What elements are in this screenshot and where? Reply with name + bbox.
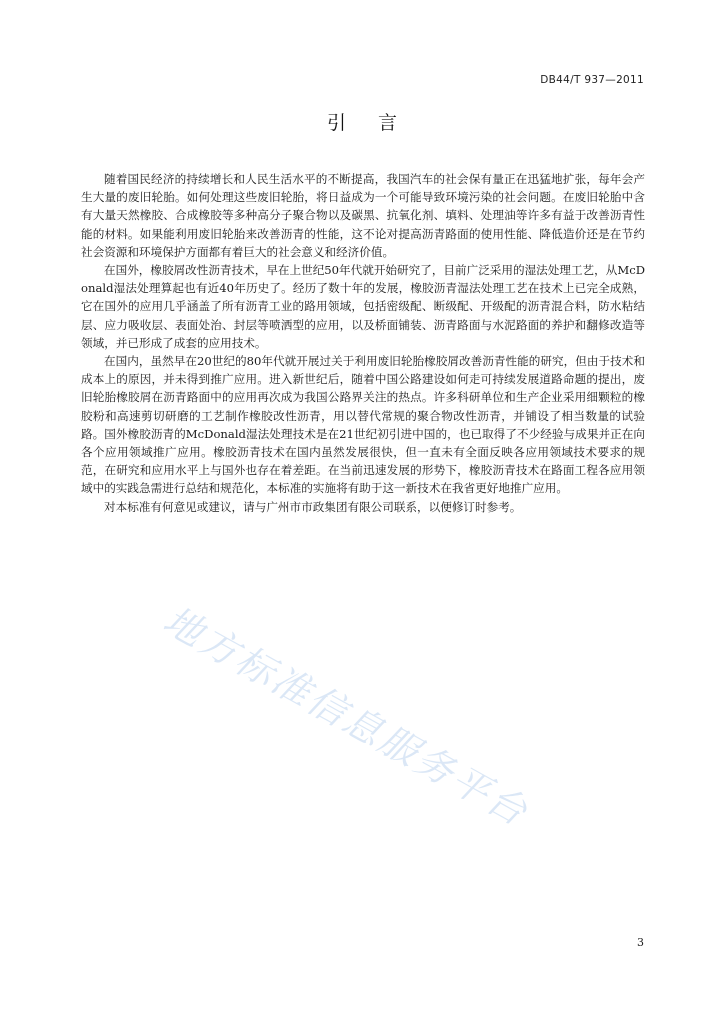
paragraph-background: 随着国民经济的持续增长和人民生活水平的不断提高，我国汽车的社会保有量正在迅猛地扩张，每年会产生大量的废旧轮胎。如何处理这些废旧轮胎，将日益成为一个可能导致环境污染的社会问题。在废旧轮胎中含有大量天然橡胶、合成橡胶等多种高分子聚合物以及碳黑、抗氧化剂、填料、处理油等许多有益于改善沥青性能的材料。如果能利用废旧轮胎来改善沥青的性能，这不论对提高沥青路面的使用性能、降低造价还是在节约社会资源和环境保护方面都有着巨大的社会意义和经济价值。 — [81, 172, 645, 259]
paragraph-feedback-contact: 对本标准有何意见或建议，请与广州市市政集团有限公司联系，以便修订时参考。 — [104, 499, 522, 514]
page-number: 3 — [637, 936, 644, 949]
watermark: 地方标准信息服务平台 — [156, 597, 537, 836]
paragraph-foreign-development: 在国外，橡胶屑改性沥青技术，早在上世纪50年代就开始研究了，目前广泛采用的湿法处理工艺，从McDonald湿法处理算起也有近40年历史了。经历了数十年的发展，橡胶沥青湿法处理工艺在技术上已完全成熟，它在国外的应用几乎涵盖了所有沥青工业的路用领域，包括密级配、断级配、开级配的沥青混合料，防水粘结层、应力吸收层、表面处治、封层等喷洒型的应用，以及桥面铺装、沥青路面与水泥路面的养护和翻修改造等领域，并已形成了成套的应用技术。 — [81, 263, 645, 350]
section-title: 引言 — [326, 112, 429, 134]
standard-code: DB44/T 937—2011 — [540, 74, 644, 86]
body-text — [81, 170, 645, 516]
paragraph-domestic-development: 在国内，虽然早在20世纪的80年代就开展过关于利用废旧轮胎橡胶屑改善沥青性能的研究，但由于技术和成本上的原因，并未得到推广应用。进入新世纪后，随着中国公路建设如何走可持续发展道路命题的提出，废旧轮胎橡胶屑在沥青路面中的应用再次成为我国公路界关注的热点。许多科研单位和生产企业采用细颗粒的橡胶粉和高速剪切研磨的工艺制作橡胶改性沥青，用以替代常规的聚合物改性沥青，并铺设了相当数量的试验路。国外橡胶沥青的McDonald湿法处理技术是在21世纪初引进中国的，也已取得了不少经验与成果并正在向各个应用领域推广应用。橡胶沥青技术在国内虽然发展很快，但一直未有全面反映各应用领域技术要求的规范，在研究和应用水平上与国外也存在着差距。在当前迅速发展的形势下，橡胶沥青技术在路面工程各应用领域中的实践急需进行总结和规范化，本标准的实施将有助于这一新技术在我省更好地推广应用。 — [81, 354, 645, 496]
